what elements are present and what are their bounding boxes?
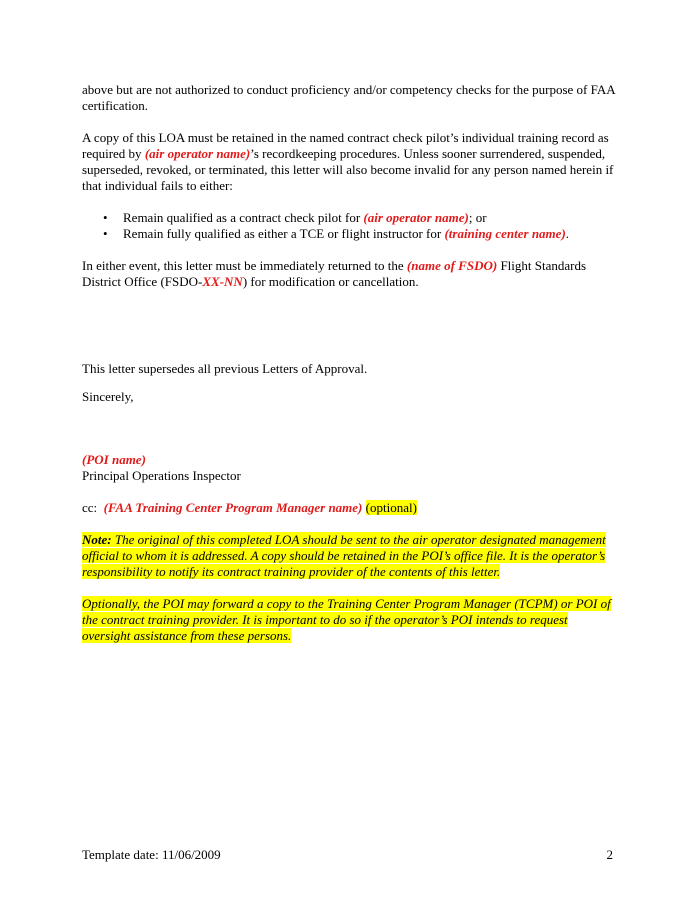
note-text: The original of this completed LOA should be sent to the air operator designated management official to whom it is addressed. A copy should be retained in the POI’s office file. It is the operator’s responsibility to notify its contract training provider of the contents of this letter.: [82, 532, 606, 579]
paragraph-retention: [82, 130, 617, 194]
fsdo-name-placeholder: (name of FSDO): [406, 258, 498, 273]
training-center-placeholder: (training center name): [444, 226, 566, 241]
retention-text-end: ’s recordkeeping procedures. Unless sooner surrendered, suspended, superseded, revoked, or terminated, this letter will also become invalid for any person named herein if that individual fails to either:: [82, 146, 614, 193]
page-number: 2: [606, 847, 613, 862]
bullet-icon: •: [103, 210, 108, 225]
condition-text: Remain qualified as a contract check pilot for: [123, 210, 364, 225]
condition-suffix: ; or: [468, 210, 487, 225]
air-operator-placeholder: (air operator name): [144, 146, 251, 161]
letter-body: [82, 82, 617, 644]
cc-optional-badge: (optional): [365, 500, 417, 515]
signature-name-placeholder: (POI name): [82, 452, 146, 467]
template-date: Template date: 11/06/2009: [82, 847, 221, 862]
closing-salutation: Sincerely,: [82, 389, 134, 404]
return-text-mid: Flight Standards District Office (FSDO-: [82, 258, 587, 289]
optional-forward-paragraph: [82, 596, 617, 644]
note-paragraph: [82, 532, 617, 580]
cc-line: [82, 500, 617, 516]
retention-text-start: A copy of this LOA must be retained in the named contract check pilot’s individual training record as required by: [82, 130, 609, 161]
return-text-end: ) for modification or cancellation.: [242, 274, 419, 289]
cc-name-placeholder: (FAA Training Center Program Manager name): [103, 500, 363, 515]
paragraph-continuation: above but are not authorized to conduct proficiency and/or competency checks for the purpose of FAA certification.: [82, 82, 615, 113]
condition-text: Remain fully qualified as either a TCE or flight instructor for: [123, 226, 445, 241]
signature-title: Principal Operations Inspector: [82, 468, 241, 483]
optional-forward-text: Optionally, the POI may forward a copy to the Training Center Program Manager (TCPM) or POI of the contract training provider. It is important to do so if the operator’s POI intends to request oversight assistance from these persons.: [82, 596, 611, 643]
conditions-list: [82, 210, 617, 242]
list-item: [82, 226, 617, 242]
cc-label: cc:: [82, 500, 98, 515]
condition-suffix: .: [565, 226, 570, 241]
air-operator-placeholder: (air operator name): [363, 210, 469, 225]
fsdo-number-placeholder: XX-NN: [202, 274, 243, 289]
paragraph-supersedes: This letter supersedes all previous Letters of Approval.: [82, 361, 368, 376]
page-footer: [82, 847, 613, 863]
return-text-start: In either event, this letter must be immediately returned to the: [82, 258, 407, 273]
bullet-icon: •: [103, 226, 108, 241]
note-highlight: [82, 532, 606, 579]
paragraph-return: [82, 258, 617, 290]
list-item: [82, 210, 617, 226]
note-label: Note:: [82, 532, 112, 547]
